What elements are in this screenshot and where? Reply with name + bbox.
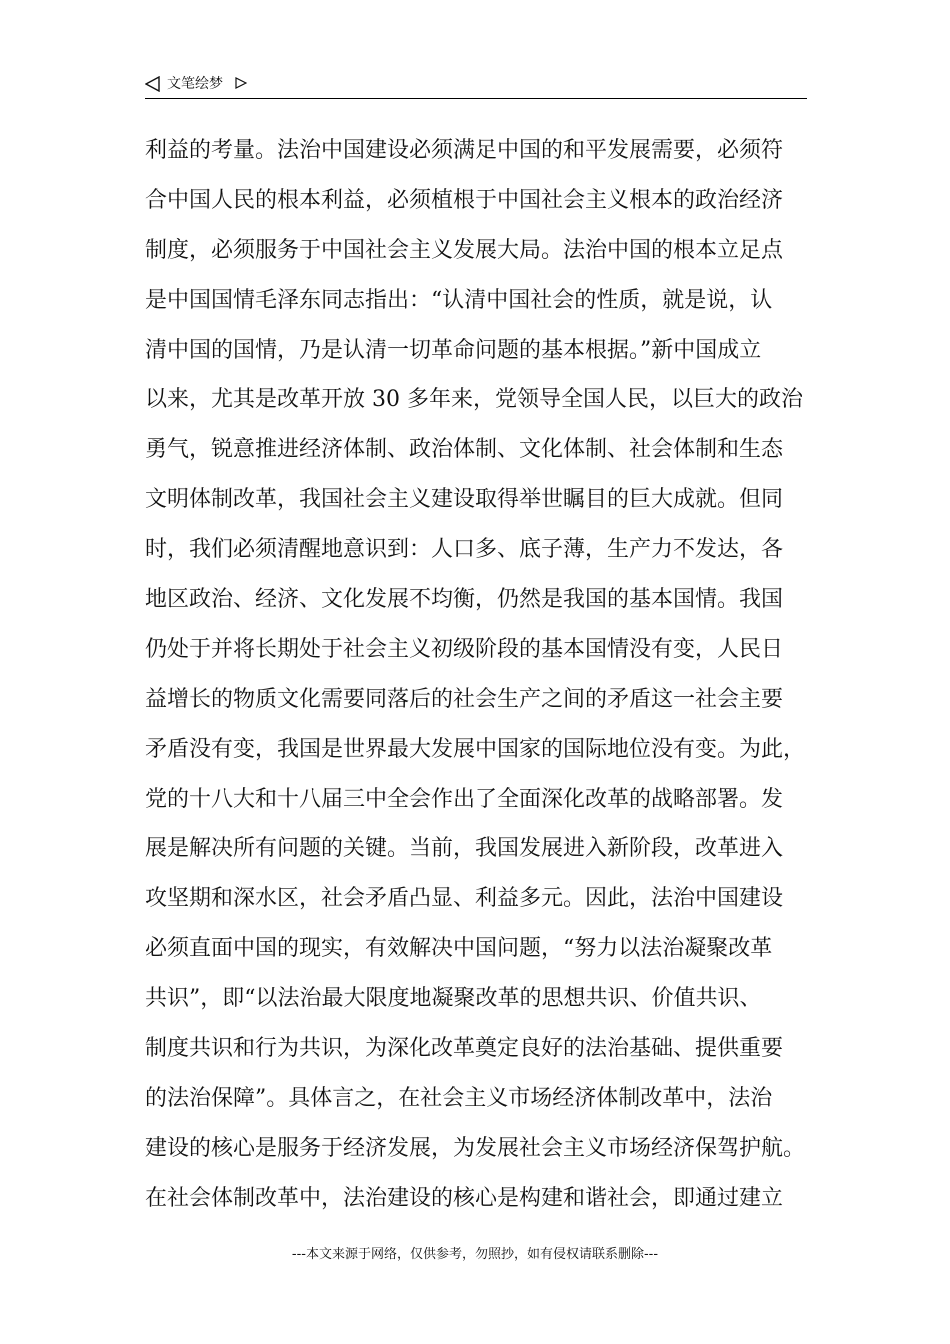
text-line: 仍处于并将长期处于社会主义初级阶段的基本国情没有变，人民日 [145,636,784,662]
text-line: 清中国的国情，乃是认清一切革命问题的基本根据。”新中国成立 [145,337,762,363]
text-line: 文明体制改革，我国社会主义建设取得举世瞩目的巨大成就。但同 [145,487,784,513]
text-line: 制度，必须服务于中国社会主义发展大局。法治中国的根本立足点 [145,237,784,263]
text-line: 展是解决所有问题的关键。当前，我国发展进入新阶段，改革进入 [145,836,784,862]
text-line: 时，我们必须清醒地意识到：人口多、底子薄，生产力不发达，各 [145,537,784,563]
text-line: 地区政治、经济、文化发展不均衡，仍然是我国的基本国情。我国 [145,587,784,613]
page-header [145,72,807,99]
text-line: 攻坚期和深水区，社会矛盾凸显、利益多元。因此，法治中国建设 [145,886,784,912]
text-line: 益增长的物质文化需要同落后的社会生产之间的矛盾这一社会主要 [145,686,784,712]
text-line: 在社会体制改革中，法治建设的核心是构建和谐社会，即通过建立 [145,1185,784,1211]
text-line: 的法治保障”。具体言之，在社会主义市场经济体制改革中，法治 [145,1085,773,1111]
text-line: 建设的核心是服务于经济发展，为发展社会主义市场经济保驾护航。 [145,1135,806,1161]
left-triangle-icon [145,76,161,92]
text-line: 勇气，锐意推进经济体制、政治体制、文化体制、社会体制和生态 [145,437,784,463]
header-title: 文笔绘梦 [167,76,223,92]
text-line: 矛盾没有变，我国是世界最大发展中国家的国际地位没有变。为此， [145,736,806,762]
right-triangle-icon [235,77,247,89]
text-line: 利益的考量。法治中国建设必须满足中国的和平发展需要，必须符 [145,138,784,163]
text-line: 合中国人民的根本利益，必须植根于中国社会主义根本的政治经济 [145,187,784,213]
footer-notice: ---本文来源于网络，仅供参考，勿照抄，如有侵权请联系删除--- [291,1247,659,1262]
body-text [145,126,810,1224]
text-line: 必须直面中国的现实，有效解决中国问题，“努力以法治凝聚改革 [145,936,773,962]
text-line: 是中国国情毛泽东同志指出：“认清中国社会的性质，就是说，认 [145,287,773,313]
text-line: 制度共识和行为共识，为深化改革奠定良好的法治基础、提供重要 [145,1036,784,1062]
text-line: 党的十八大和十八届三中全会作出了全面深化改革的战略部署。发 [145,786,784,812]
text-line: 共识”，即“以法治最大限度地凝聚改革的思想共识、价值共识、 [145,986,762,1012]
text-line: 以来，尤其是改革开放 30 多年来，党领导全国人民，以巨大的政治 [145,387,803,413]
